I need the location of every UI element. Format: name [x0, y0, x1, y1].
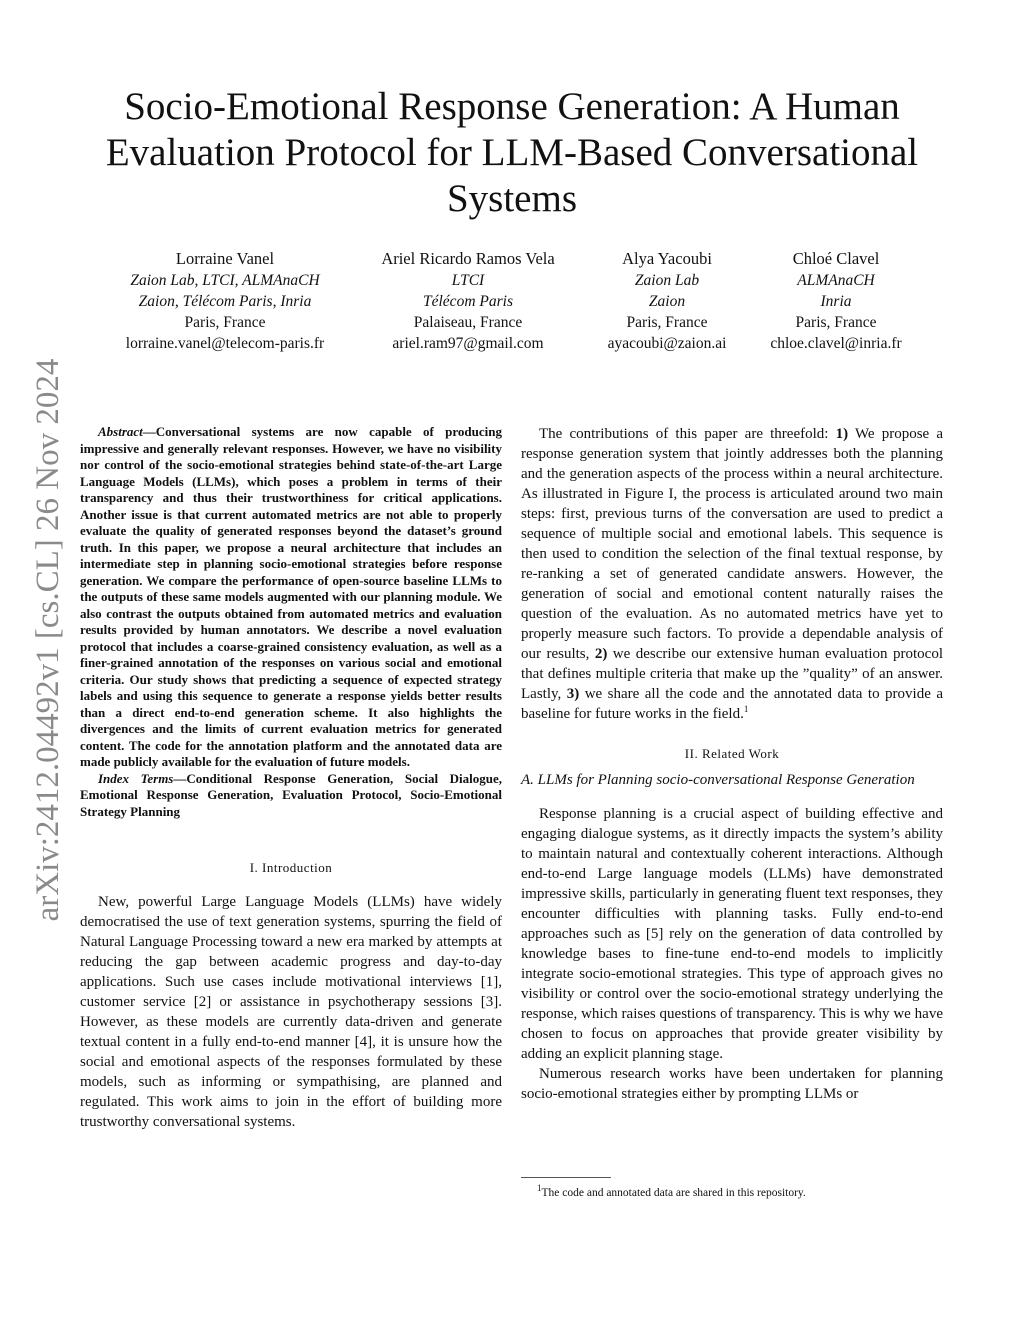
contributions-text: we describe our extensive human evaluation protocol that defines multiple criteria that make up the ”quality” of an answer. Lastly, — [521, 646, 943, 702]
author-name: Alya Yacoubi — [622, 249, 712, 268]
arxiv-identifier-stamp: arXiv:2412.04492v1 [cs.CL] 26 Nov 2024 — [30, 358, 66, 922]
section-heading-introduction: I. Introduction — [249, 860, 333, 875]
contributions-text: The contributions of this paper are threefold: — [539, 426, 836, 442]
abstract — [80, 424, 502, 771]
author-name: Chloé Clavel — [792, 249, 880, 268]
author-affiliation: LTCI — [451, 272, 485, 289]
introduction-paragraph: New, powerful Large Language Models (LLMs) have widely democratised the use of text generation systems, spurring the field of Natural Language Processing toward a new era marked by attempts at reducing the gap between academic progress and day-to-day applications. Such use cases include motivational interviews [1], customer service [2] or assistance in psychotherapy sessions [3]. However, as these models are currently data-driven and generate textual content in a fully end-to-end manner [4], it is unsure how the social and emotional aspects of the responses formulated by these models, such as informing or sympathising, are planned and regulated. This work aims to join in the effort of building more trustworthy conversational systems. — [80, 894, 502, 1130]
abstract-text: —Conversational systems are now capable of producing impressive and generally relevant responses. However, we have no visibility nor control of the socio-emotional strategies behind state-of-the-art Large Language Models (LLMs), which poses a problem in terms of their transparency and thus their trustworthiness for critical applications. Another issue is that current automated metrics are not able to properly evaluate the quality of generated responses beyond the dataset’s ground truth. In this paper, we propose a neural architecture that includes an intermediate step in planning socio-emotional strategies before response generation. We compare the performance of open-source baseline LLMs to the outputs of these same models augmented with our planning module. We also contrast the outputs obtained from automated metrics and evaluation results provided by human annotators. We describe a novel evaluation protocol that includes a coarse-grained consistency evaluation, as well as a finer-grained annotation of the responses on various social and emotional criteria. Our study shows that predicting a sequence of expected strategy labels and using this sequence to generate a response yields better results than a direct end-to-end generation scheme. It also highlights the divergences and the limits of current evaluation metrics for generated content. The code for the annotation platform and the annotated data are made publicly available for the evaluation of future models. — [80, 424, 502, 769]
footnote — [537, 1183, 806, 1200]
author-email: ariel.ram97@gmail.com — [392, 335, 544, 352]
right-column — [521, 424, 943, 1104]
contribution-number: 1) — [835, 426, 849, 442]
index-terms-text: —Conditional Response Generation, Social Dialogue, Emotional Response Generation, Evaluation Protocol, Socio-Emotional Strategy Planning — [80, 770, 502, 819]
author-4 — [701, 248, 971, 354]
left-column — [80, 424, 502, 1132]
author-name: Lorraine Vanel — [175, 249, 275, 268]
author-affiliation: Zaion, Télécom Paris, Inria — [138, 293, 312, 310]
footnote-number: 1 — [537, 1183, 542, 1194]
author-email: chloe.clavel@inria.fr — [770, 335, 902, 352]
abstract-label: Abstract — [98, 424, 143, 439]
author-affiliation: ALMAnaCH — [797, 272, 875, 289]
contributions-text: We propose a response generation system that jointly addresses both the planning and the generation aspects of the process within a neural architecture. As illustrated in Figure I, the process is articulated around two main steps: first, previous turns of the conversation are used to predict a sequence of multiple social and emotional labels. This sequence is then used to condition the selection of the final textual response, by re-ranking a set of generated candidate answers. However, the generation of social and emotional content naturally raises the question of the evaluation. As no automated metrics have yet to properly measure such factors. To provide a dependable analysis of our results, — [521, 426, 943, 662]
related-work-paragraph: Response planning is a crucial aspect of building effective and engaging dialogue systems, as it directly impacts the system’s ability to maintain natural and contextually coherent interactions. Although end-to-end Large language models (LLMs) have demonstrated impressive skills, particularly in generating fluent text responses, they encounter difficulties with planning tasks. Fully end-to-end approaches such as [5] rely on the generation of data controlled by knowledge bases to fine-tune end-to-end models to implicitly integrate socio-emotional strategies. This type of approach gives no visibility or control over the socio-emotional strategy underlying the response, which raises questions of transparency. This is why we have chosen to focus on approaches that provide greater visibility by adding an explicit planning stage. — [521, 806, 943, 1062]
contribution-number: 2) — [594, 646, 608, 662]
author-location: Paris, France — [184, 314, 266, 331]
author-1 — [90, 248, 360, 354]
author-email: ayacoubi@zaion.ai — [607, 335, 727, 352]
index-terms-label: Index Terms — [98, 770, 174, 786]
section-heading-related-work: II. Related Work — [684, 746, 780, 761]
contributions-paragraph — [521, 424, 943, 724]
author-affiliation: Inria — [820, 293, 852, 310]
author-location: Paris, France — [626, 314, 708, 331]
author-affiliation: Zaion Lab, LTCI, ALMAnaCH — [130, 272, 320, 289]
subsection-heading: A. LLMs for Planning socio-conversational Response Generation — [521, 772, 915, 788]
author-email: lorraine.vanel@telecom-paris.fr — [125, 335, 325, 352]
author-name: Ariel Ricardo Ramos Vela — [381, 249, 555, 268]
author-affiliation: Zaion — [648, 293, 686, 310]
paper-title: Socio-Emotional Response Generation: A Human Evaluation Protocol for LLM-Based Conversational Systems — [105, 85, 919, 220]
author-affiliation: Télécom Paris — [423, 293, 513, 310]
footnote-divider — [521, 1177, 611, 1178]
author-affiliation: Zaion Lab — [634, 272, 700, 289]
related-work-paragraph: Numerous research works have been undertaken for planning socio-emotional strategies either by prompting LLMs or — [521, 1066, 943, 1102]
footnote-text: The code and annotated data are shared in this repository. — [541, 1187, 806, 1199]
author-location: Palaiseau, France — [413, 314, 523, 331]
contribution-number: 3) — [566, 686, 580, 702]
contributions-text: we share all the code and the annotated data to provide a baseline for future works in the field. — [521, 686, 943, 722]
author-location: Paris, France — [795, 314, 877, 331]
footnote-marker: 1 — [743, 704, 749, 714]
index-terms — [80, 771, 502, 821]
